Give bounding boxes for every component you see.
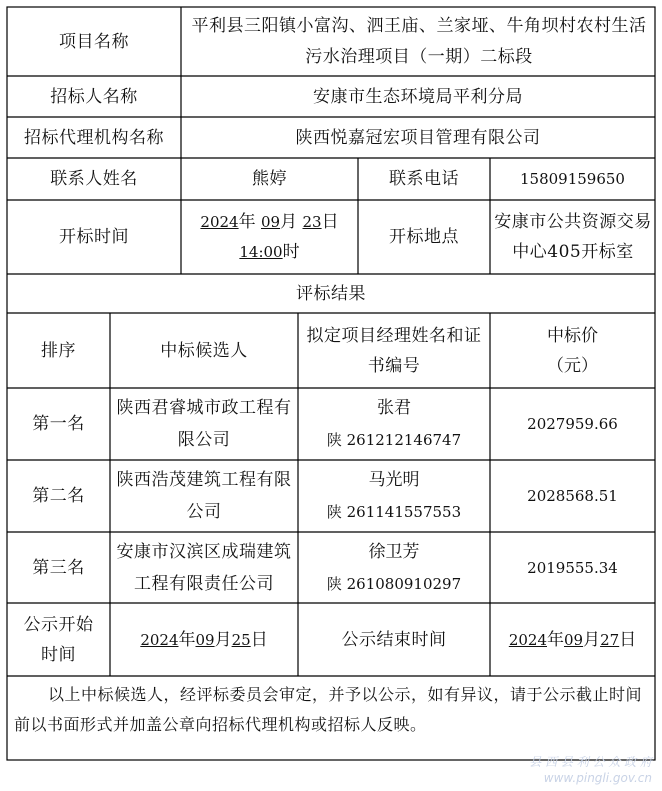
- phone-label: 联系电话: [389, 169, 459, 189]
- candidate-manager: [298, 532, 490, 604]
- manager-cert: 陕 261080910297: [326, 575, 462, 593]
- opening-place-label: 开标地点: [389, 227, 459, 247]
- contact-name: 熊婷: [252, 169, 287, 189]
- manager-name: 徐卫芳: [368, 542, 420, 562]
- candidate-name: 陕西浩茂建筑工程有限公司: [116, 470, 292, 522]
- candidate-price: 2019555.34: [527, 559, 618, 577]
- project-label: 项目名称: [59, 31, 129, 52]
- opening-time-label: 开标时间: [59, 227, 129, 247]
- candidate-manager: [298, 460, 490, 532]
- candidate-name: 安康市汉滨区成瑞建筑工程有限责任公司: [116, 542, 292, 594]
- manager-name: 张君: [377, 398, 411, 418]
- candidate-rank: 第三名: [32, 558, 85, 578]
- opening-month: 09: [261, 213, 281, 231]
- candidate-price: 2028568.51: [527, 487, 618, 505]
- opening-time-value: 2024年 09月 23日 14:00时: [200, 212, 339, 262]
- candidate-rank: 第一名: [32, 414, 85, 434]
- publicity-end-label: 公示结束时间: [341, 629, 447, 650]
- opening-year: 2024: [200, 213, 239, 231]
- tenderer-value: 安康市生态环境局平利分局: [313, 86, 523, 107]
- candidate-rank: 第二名: [32, 486, 85, 506]
- publicity-end-value: 2024 年 09 月 27 日: [508, 629, 637, 650]
- contact-label: 联系人姓名: [50, 169, 138, 189]
- candidate-manager: [298, 388, 490, 460]
- tenderer-label: 招标人名称: [50, 86, 138, 107]
- manager-name: 马光明: [368, 470, 420, 490]
- agency-label: 招标代理机构名称: [24, 127, 164, 148]
- header-manager: 拟定项目经理姓名和证书编号: [306, 325, 482, 376]
- publicity-note: 以上中标候选人，经评标委员会审定，并予以公示，如有异议，请于公示截止时间前以书面形式并加盖公章向招标代理机构或招标人反映。: [14, 685, 643, 734]
- project-value: 平利县三阳镇小富沟、泗王庙、兰家垭、牛角坝村农村生活污水治理项目（一期）二标段: [191, 15, 647, 67]
- publicity-start-value: 2024 年 09 月 25 日: [140, 629, 268, 650]
- header-rank: 排序: [41, 340, 76, 361]
- header-price: 中标价 （元）: [547, 325, 598, 376]
- manager-cert: 陕 261212146747: [326, 431, 462, 449]
- phone-value: 15809159650: [520, 170, 625, 188]
- candidate-price: 2027959.66: [527, 415, 618, 433]
- result-title: 评标结果: [296, 283, 366, 304]
- agency-value: 陕西悦嘉冠宏项目管理有限公司: [295, 127, 541, 148]
- opening-place-value: 安康市公共资源交易中心405开标室: [494, 212, 652, 262]
- opening-day: 23: [302, 213, 322, 231]
- header-candidate: 中标候选人: [160, 340, 248, 361]
- opening-hour: 14:00: [239, 243, 283, 261]
- manager-cert: 陕 261141557553: [326, 503, 462, 521]
- publicity-start-label: 公示开始时间: [23, 614, 94, 665]
- watermark: 县 西 县 利 公 众 政 府 www.pingli.gov.cn: [529, 755, 652, 785]
- candidate-name: 陕西君睿城市政工程有限公司: [116, 398, 292, 450]
